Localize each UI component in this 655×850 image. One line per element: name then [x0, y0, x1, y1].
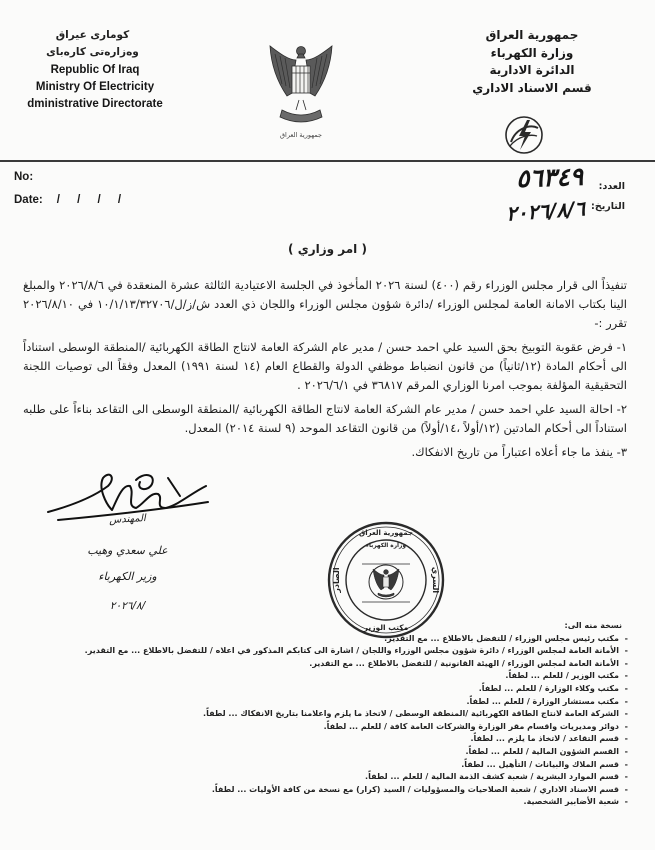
english-date-blank: / / / / — [56, 194, 122, 206]
header-divider — [0, 160, 655, 162]
list-item: - مكتب الوزير / للعلم ... لطفاً. — [28, 670, 628, 683]
list-item: - مكتب رئيس مجلس الوزراء / للتفضل بالاطلاع ... مع التقدير. — [28, 633, 628, 646]
stamp-top-line-1: جمهورية العراق — [358, 529, 414, 537]
signatory-name: علي سعدي وهيب — [87, 544, 168, 557]
arabic-department-line: قسم الاسناد الاداري — [472, 80, 592, 95]
iraq-coat-of-arms-icon — [266, 40, 336, 144]
electricity-logo-icon — [500, 112, 548, 158]
english-date-label: Date: — [14, 194, 43, 206]
document-title: ( امر وزاري ) — [288, 242, 367, 256]
list-item: - مكتب وكلاء الوزارة / للعلم ... لطفاً. — [28, 683, 628, 696]
list-item: - الأمانة العامة لمجلس الوزراء / دائرة شؤون مجلس الوزراء واللجان / اشارة الى كتابكم المذكور في اعلاه / للتفضل بالاطلاع ... مع التقدير. — [28, 645, 628, 658]
header-left-kurdish — [30, 27, 155, 61]
emblem-caption: جمهورية العراق — [280, 131, 322, 139]
header-right-arabic — [452, 27, 612, 97]
list-item: - قسم التقاعد / لاتخاذ ما يلزم ... لطفاً. — [28, 733, 628, 746]
list-item: - قسم الموارد البشرية / شعبة كشف الذمة المالية / للعلم ... لطفاً. — [28, 771, 628, 784]
english-republic-line: Republic Of Iraq — [50, 64, 140, 76]
signatory-title: المهندس — [108, 513, 147, 526]
stamp-left-label: الصادر — [332, 567, 341, 593]
arabic-republic-line: جمهورية العراق — [485, 28, 579, 42]
list-item: - شعبة الأضابير الشخصية. — [28, 796, 628, 809]
english-date-field — [14, 194, 121, 206]
order-item-2: ٢- احالة السيد علي احمد حسن / مدير عام الشركة العامة لانتاج الطاقة الكهربائية /المنطقة الوسطى الى التقاعد بناءاً على طلبه استناداً الى أحكام المادتين (١٢/أولاً ،١٤/أولاً) من قانون التقاعد الموحد (٩ لسنة ٢٠١٤) المعدل. — [23, 402, 627, 435]
kurdish-republic-line: كومارى عيراق — [55, 29, 130, 41]
english-directorate-line: dministrative Directorate — [27, 98, 163, 110]
handwritten-document-date: ٢٠٢٦/٨/٦ — [505, 196, 586, 226]
handwritten-document-number: ٥٦٣٤٩ — [515, 161, 584, 194]
list-item: - الشركة العامة لانتاج الطاقة الكهربائية /المنطقة الوسطى / لاتخاذ ما يلزم واعلامنا بتاريخ الانفكاك ... لطفاً. — [28, 708, 628, 721]
list-item: - قسم الاسناد الاداري / شعبة الصلاحيات والمسؤوليات / السيد (كرار) مع نسخة من كافة الأوليات ... لطفاً. — [28, 784, 628, 797]
arabic-date-label: التاريخ: — [591, 201, 625, 212]
order-body — [23, 276, 627, 462]
signature-date: ٢٠٢٦/٨/ — [109, 600, 146, 612]
arabic-directorate-line: الدائرة الادارية — [489, 63, 575, 77]
english-number-field — [14, 171, 33, 183]
list-item: - مكتب مستشار الوزارة / للعلم ... لطفاً. — [28, 696, 628, 709]
list-item: - قسم الملاك والبيانات / التأهيل ... لطفاً. — [28, 759, 628, 772]
list-item: - القسم الشؤون المالية / للعلم ... لطفاً. — [28, 746, 628, 759]
english-number-label: No: — [14, 171, 34, 183]
stamp-bottom-label: مكتب الوزير — [363, 623, 409, 632]
english-ministry-line: Ministry Of Electricity — [35, 81, 155, 93]
copies-heading: نسخة منه الى: — [564, 621, 622, 630]
signature-block — [40, 466, 215, 626]
stamp-right-label: السري — [431, 566, 440, 594]
arabic-number-label: العدد: — [598, 181, 625, 192]
copies-distribution-list — [28, 620, 628, 809]
header-left-english — [6, 62, 184, 113]
kurdish-ministry-line: وه‌زاره‌تى كاره‌باى — [46, 46, 139, 58]
signatory-position: وزير الكهرباء — [98, 570, 157, 583]
order-item-1: ١- فرض عقوبة التوبيخ بحق السيد علي احمد حسن / مدير عام الشركة العامة لانتاج الطاقة الكهربائية /المنطقة الوسطى استناداً الى أحكام المادة (١٢/ثانياً) من قانون انضباط موظفي الدولة والقطاع العام (١٤ لسنة ١٩٩١) المعدل وفقاً الى توصيات اللجنة التحقيقية المؤلفة بموجب امرنا الوزاري المرقم ٣٦٨١٧ في ٢٠٢٦/٦/١ . — [23, 340, 627, 392]
order-intro-paragraph: تنفيذاً الى قرار مجلس الوزراء رقم (٤٠٠) لسنة ٢٠٢٦ المأخوذ في الجلسة الاعتيادية الثالثة عشرة المنعقدة في ٢٠٢٦/٨/٦ والمبلغ الينا بكتاب الامانة العامة لمجلس الوزراء /دائرة شؤون مجلس الوزراء واللجان ذي العدد ش/ز/ل/١٠/١/١٣/٣٢٧٠٦ في ٢٠٢٦/٨/١٠ تقرر :- — [23, 278, 627, 330]
stamp-emblem-icon — [373, 569, 399, 597]
arabic-ministry-line: وزارة الكهرباء — [490, 45, 574, 60]
stamp-top-line-2: وزارة الكهرباء — [366, 543, 406, 549]
list-item: - دوائر ومديريات واقسام مقر الوزارة والشركات العامة كافة / للعلم ... لطفاً. — [28, 721, 628, 734]
list-item: - الأمانة العامة لمجلس الوزراء / الهيئة القانونية / للتفضل بالاطلاع ... مع التقدير. — [28, 658, 628, 671]
order-item-3: ٣- ينفذ ما جاء أعلاه اعتباراً من تاريخ الانفكاك. — [411, 445, 627, 459]
